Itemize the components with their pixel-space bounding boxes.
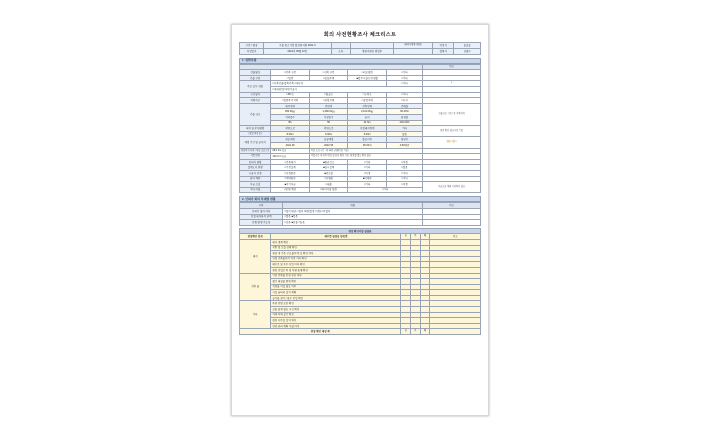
- checklist-col-note: 비고: [430, 234, 481, 240]
- row-label: 시공사 선정: [240, 170, 271, 176]
- row-label: 기타 사항: [240, 187, 271, 193]
- row-cell: □철골조: [309, 92, 348, 98]
- row-cell: 용적률: [386, 115, 422, 121]
- header-meta-table: [239, 42, 481, 54]
- row-cell: □기타: [348, 159, 387, 165]
- header-value4-1: 김철수: [454, 49, 481, 55]
- section1-col-note: 비고: [423, 64, 481, 70]
- table-row: [240, 220, 481, 226]
- row-cell: ■자기자금: [271, 182, 310, 188]
- checklist-group-label: 대지: [240, 239, 271, 273]
- row-cell: 60.00%: [386, 109, 422, 115]
- row-cell: □조적조: [348, 92, 387, 98]
- row-label: 작업 반경: [240, 154, 271, 160]
- row-cell: ■미계약: [348, 176, 387, 182]
- checklist-item: 기존 건축물 안전 진단 여부: [271, 273, 401, 279]
- checklist-item: 지반 및 토질 상태 확인: [271, 245, 401, 251]
- header-label-0: 구분 / 명칭: [240, 43, 264, 49]
- row-cell: 35.00억: [348, 143, 387, 149]
- row-cell: 건폐율: [386, 103, 422, 109]
- section2-col-1: 내용: [283, 203, 423, 209]
- checklist-item: 대지 경계 확인: [271, 239, 401, 245]
- row-cell: 5F: [309, 120, 348, 126]
- row-label: 구조형식: [240, 92, 271, 98]
- row-cell: □대출: [309, 182, 348, 188]
- checklist-item: 철거 대상물 범위 확인: [271, 279, 401, 285]
- row-cell: 1,280.00㎡: [309, 109, 348, 115]
- row-cell: ■실시설계: [309, 165, 348, 171]
- row-label: 지역지구: [240, 98, 271, 104]
- row-label: 주요 공사 내용: [240, 81, 271, 92]
- row-cell: □녹지: [386, 98, 422, 104]
- row-cell: 21.5m: [348, 120, 387, 126]
- row-cell: 평당가: [386, 137, 422, 143]
- row-cell: 없음: [386, 131, 422, 137]
- row-cell: ■업무시설/근린생활: [348, 75, 387, 81]
- row-cell: □기타: [348, 187, 423, 193]
- table-row: [240, 329, 481, 335]
- row-cell: 지상층수: [309, 115, 348, 121]
- header-label2-1: 소속: [331, 49, 350, 55]
- row-cell: 28.0 km (도): [271, 148, 310, 154]
- row-label: 자금 조달: [240, 182, 271, 188]
- row-label: 민원 발생 가능성: [240, 220, 283, 226]
- checklist-col-label: 현장확인 항목: [240, 234, 271, 240]
- row-cell: 전면도로: [271, 126, 310, 132]
- row-cell: 총공사비: [348, 137, 387, 143]
- row-cell: □진행중: [309, 176, 348, 182]
- checklist-col-mark-0: 유: [401, 234, 411, 240]
- row-cell: □RC조: [271, 92, 310, 98]
- checklist-footer-mark-1: 무: [411, 329, 421, 335]
- table-row: [240, 49, 481, 55]
- checklist-item: 인접 건축물과의 이격 거리 확인: [271, 256, 401, 262]
- row-cell: □선정완료: [271, 170, 310, 176]
- row-note: [423, 137, 481, 148]
- row-cell: □건축 구분: [271, 70, 310, 76]
- checklist-item: 지장물 이설 필요 여부: [271, 284, 401, 290]
- row-cell: □리모델링: [348, 70, 387, 76]
- section-2-table: [239, 202, 481, 225]
- checklist-footer-mark-0: 유: [401, 329, 411, 335]
- row-cell: □건축허가: [271, 159, 310, 165]
- row-cell: □상업지역: [309, 98, 348, 104]
- row-cell: 6.00m: [309, 131, 348, 137]
- section-1-table: [239, 64, 481, 194]
- row-note: 건물규모 기준 1층 건축면적: [423, 103, 481, 125]
- row-value: □협의 완료 □협의 예정(일정 미정) □미협의: [283, 208, 423, 214]
- row-label: 설계도서 현황: [240, 165, 271, 171]
- checklist-group-label: 건축 물: [240, 273, 271, 301]
- row-label: 건물 구분: [240, 75, 271, 81]
- section2-col-0: 구분: [240, 203, 283, 209]
- checklist-col-mark-2: 해: [420, 234, 430, 240]
- section2-col-2: 비고: [423, 203, 481, 209]
- checklist-footer-mark-2: 해: [420, 329, 430, 335]
- row-cell: □기타: [348, 182, 387, 188]
- row-cell: □기타: [386, 176, 422, 182]
- header-value-1: 2021년 05월 10일: [264, 49, 331, 55]
- checklist-item: 안전 관리 계획 수립 여부: [271, 323, 401, 329]
- header-value-0: 수출 중소기업 활성화지원 2021-3: [264, 43, 331, 49]
- header-value2-1: 경영지원팀 영업부: [350, 49, 393, 55]
- row-label: 예정 기간 및 공사비: [240, 137, 271, 148]
- row-cell: □계약완료: [271, 176, 310, 182]
- row-label: 현장까지 거리 / 이동 소요시간: [240, 148, 271, 154]
- row-label: 인접 대지와의 관계: [240, 214, 283, 220]
- checklist-band-title: 현장 확인사항 점검표: [240, 228, 481, 234]
- row-cell: □기타: [386, 75, 422, 81]
- row-note: 자금조달 계획 사전확인 필요: [423, 182, 481, 193]
- row-cell: 지하층수: [271, 115, 310, 121]
- row-cell: 높이: [348, 115, 387, 121]
- checklist-footer-note: [430, 329, 481, 335]
- row-note: [423, 220, 481, 226]
- row-cell: □미정: [386, 182, 422, 188]
- row-cell: □공업지역: [348, 98, 387, 104]
- header-label-1: 작성일자: [240, 49, 264, 55]
- checklist-table: [239, 228, 481, 335]
- row-cell: 준공예정: [309, 137, 348, 143]
- section-2-heading: 2. 인허가 회의 부대별 현황: [239, 196, 481, 202]
- row-cell: □신축건물/증축건축 □대수선: [271, 81, 387, 87]
- row-cell: 240.00%: [386, 120, 422, 126]
- row-cell: □기본설계: [271, 165, 310, 171]
- checklist-item: 배수로 및 우수 유입 여부 확인: [271, 262, 401, 268]
- row-value: □낮음 ■보통 □높음: [283, 220, 423, 226]
- highlight-mark: 검토 1항 1: [446, 141, 457, 144]
- row-note: 현장 확인 필요사항 기입: [423, 126, 481, 137]
- header-value4-0: 홍길동: [454, 43, 481, 49]
- row-cell: □민원 예상: [271, 187, 310, 193]
- row-cell: 기타: [386, 126, 422, 132]
- row-label: 건물명칭: [240, 70, 271, 76]
- row-cell: 측면도로: [309, 126, 348, 132]
- row-cell: □일반주거지역: [271, 98, 310, 104]
- row-cell: ■검토중: [309, 170, 348, 176]
- checklist-item: 현장 내 기존 구조물/수목 등 확인 여부: [271, 251, 401, 257]
- row-cell: □특이사항 없음: [309, 187, 348, 193]
- row-cell: B1: [271, 120, 310, 126]
- row-cell: 2022.05: [309, 143, 348, 149]
- row-cell: 이동 소요시간 : 약 40분 (차량기준 기준): [309, 148, 422, 154]
- row-cell: 인접대지경계: [348, 126, 387, 132]
- row-cell: 8.00m: [271, 131, 310, 137]
- header-label3-0: 대외비/경영지원팀: [394, 43, 433, 49]
- document-sheet: [231, 24, 489, 416]
- checklist-item: 자재 야적 공간 확보: [271, 312, 401, 318]
- row-cell: □일반: [271, 75, 310, 81]
- checklist-col-mark-1: 무: [411, 234, 421, 240]
- row-cell: □내외장/설비/전기공사: [271, 87, 423, 93]
- row-cell: 4.50백만: [386, 143, 422, 149]
- row-cell: 연면적: [309, 103, 348, 109]
- row-cell: □기타: [386, 81, 422, 87]
- row-cell: 2021.06: [271, 143, 310, 149]
- row-note: 2: [423, 81, 481, 87]
- row-cell: 대지면적: [271, 103, 310, 109]
- checklist-item: 가설 울타리 설치 계획: [271, 290, 401, 296]
- row-cell: ■완료신고: [309, 159, 348, 165]
- row-label: 인허가 협의 여부: [240, 208, 283, 214]
- row-cell: 2,100.00㎡: [348, 109, 387, 115]
- row-cell: □공동주택: [309, 75, 348, 81]
- row-cell: □신축 구분: [309, 70, 348, 76]
- row-value: □없음 ■있음: [283, 214, 423, 220]
- row-cell: 착공예정: [271, 137, 310, 143]
- checklist-item: 공사용 전기 / 용수 인입 확인: [271, 295, 401, 301]
- checklist-footer-label: 현장 확인 대상 계: [240, 329, 401, 335]
- checklist-item: 현장 진입로 폭 및 차량 통행 확인: [271, 267, 401, 273]
- row-cell: 3.00m: [348, 131, 387, 137]
- row-cell: 120.0 m (도): [271, 154, 310, 160]
- header-label4-0: 작성자: [432, 43, 454, 49]
- checklist-col-content: 세부별 점검용 항목별: [271, 234, 401, 240]
- row-cell: □기타: [386, 170, 422, 176]
- row-cell: □기타: [386, 92, 422, 98]
- page-title: 회의 사전현황조사 체크리스트: [323, 32, 397, 38]
- checklist-item: 교통 통제 필요 구간 확인: [271, 307, 401, 313]
- row-cell: □미정: [386, 159, 422, 165]
- row-label: 감리 계약: [240, 176, 271, 182]
- row-cell: 작업구간 내 장비 반입 및 동선 확인 기준, 현장별 별도 확인 필요: [309, 154, 422, 160]
- checklist-item: 주변 민원 요인 확인: [271, 301, 401, 307]
- row-cell: □기타: [348, 165, 387, 171]
- row-cell: □미정: [348, 170, 387, 176]
- row-label: 대지 및 주변현황: [240, 126, 271, 132]
- section-1-heading: 1. 일반사항: [239, 58, 481, 64]
- row-cell: 건축면적: [348, 103, 387, 109]
- row-label: 건물 규모: [240, 103, 271, 125]
- header-label3-1: [394, 49, 433, 55]
- row-cell: □기타: [386, 70, 422, 76]
- row-label: (진입 여건 등): [240, 131, 271, 137]
- checklist-item: 현장 사무실 설치 위치: [271, 318, 401, 324]
- row-label: 인허가 현황: [240, 159, 271, 165]
- header-label4-1: 결재자: [432, 49, 454, 55]
- row-cell: □없음: [386, 165, 422, 171]
- checklist-group-label: 기타: [240, 301, 271, 329]
- row-cell: 450.00㎡: [271, 109, 310, 115]
